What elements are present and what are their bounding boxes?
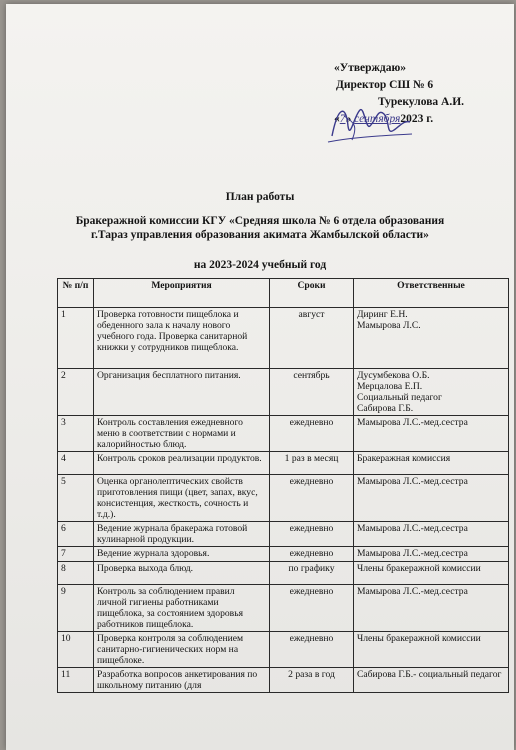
table-row: [58, 308, 509, 369]
table-body: [58, 308, 509, 693]
col-term: Сроки: [270, 279, 354, 308]
cell-number: 4: [58, 452, 94, 475]
plan-table: [57, 278, 509, 693]
plan-year: на 2023-2024 учебный год: [193, 259, 327, 271]
cell-number: 8: [58, 562, 94, 585]
cell-event: Контроль за соблюдением правил личной гигиены работниками пищеблока, за состоянием здоровья работников пищеблока.: [94, 585, 270, 632]
cell-term: ежедневно: [270, 522, 354, 547]
cell-term: ежедневно: [270, 547, 354, 562]
cell-number: 10: [58, 632, 94, 668]
table-row: [58, 369, 509, 416]
cell-term: по графику: [270, 562, 354, 585]
table-header-row: [58, 279, 509, 308]
cell-responsible: Дусумбекова О.Б. Мерцалова Е.П. Социальный педагог Сабирова Г.Б.: [354, 369, 509, 416]
cell-term: ежедневно: [270, 416, 354, 452]
cell-responsible: Сабирова Г.Б.- социальный педагог: [354, 668, 509, 693]
date-month: сентября: [354, 113, 401, 125]
cell-responsible: Бракеражная комиссия: [354, 452, 509, 475]
col-event: Мероприятия: [94, 279, 270, 308]
table-row: [58, 452, 509, 475]
cell-responsible: Мамырова Л.С.-мед.сестра: [354, 475, 509, 522]
table-row: [58, 632, 509, 668]
cell-event: Ведение журнала здоровья.: [94, 547, 270, 562]
plan-title: План работы: [225, 191, 295, 203]
cell-number: 3: [58, 416, 94, 452]
plan-subtitle-line1: Бракеражной комиссии КГУ «Средняя школа № 6 отдела образования: [75, 215, 445, 227]
cell-event: Проверка выхода блюд.: [94, 562, 270, 585]
cell-responsible: Мамырова Л.С.-мед.сестра: [354, 522, 509, 547]
table-row: [58, 547, 509, 562]
cell-number: 1: [58, 308, 94, 369]
approval-role: Директор СШ № 6: [336, 79, 434, 91]
cell-number: 7: [58, 547, 94, 562]
table-row: [58, 585, 509, 632]
cell-term: август: [270, 308, 354, 369]
table-row: [58, 522, 509, 547]
cell-responsible: Мамырова Л.С.-мед.сестра: [354, 416, 509, 452]
cell-term: ежедневно: [270, 632, 354, 668]
date-open-quote: «: [334, 113, 340, 125]
cell-responsible: Мамырова Л.С.-мед.сестра: [354, 547, 509, 562]
approval-name: Турекулова А.И.: [378, 96, 465, 108]
plan-subtitle-line2: г.Тараз управления образования акимата Жамбылской области»: [91, 229, 429, 241]
cell-number: 11: [58, 668, 94, 693]
cell-term: 1 раз в месяц: [270, 452, 354, 475]
table-row: [58, 668, 509, 693]
cell-responsible: Члены бракеражной комиссии: [354, 632, 509, 668]
cell-number: 9: [58, 585, 94, 632]
col-responsible: Ответственные: [354, 279, 509, 308]
table-row: [58, 562, 509, 585]
cell-responsible: Члены бракеражной комиссии: [354, 562, 509, 585]
date-day: 7: [339, 113, 346, 125]
table-row: [58, 416, 509, 452]
cell-event: Контроль сроков реализации продуктов.: [94, 452, 270, 475]
cell-term: 2 раза в год: [270, 668, 354, 693]
cell-responsible: Мамырова Л.С.-мед.сестра: [354, 585, 509, 632]
date-year: 2023 г.: [400, 113, 434, 125]
date-close-quote: »: [345, 113, 352, 125]
cell-event: Ведение журнала бракеража готовой кулинарной продукции.: [94, 522, 270, 547]
cell-event: Оценка органолептических свойств приготовления пищи (цвет, запах, вкус, консистенция, жесткость, сочность и т.д.).: [94, 475, 270, 522]
cell-number: 5: [58, 475, 94, 522]
cell-term: сентябрь: [270, 369, 354, 416]
cell-event: Организация бесплатного питания.: [94, 369, 270, 416]
cell-number: 6: [58, 522, 94, 547]
col-number: № п/п: [58, 279, 94, 308]
cell-event: Проверка контроля за соблюдением санитарно-гигиенических норм на пищеблоке.: [94, 632, 270, 668]
cell-event: Проверка готовности пищеблока и обеденного зала к началу нового учебного года. Проверка санитарной книжки у сотрудников пищеблока.: [94, 308, 270, 369]
approval-title: «Утверждаю»: [334, 62, 406, 74]
signature-icon: [324, 96, 414, 152]
cell-number: 2: [58, 369, 94, 416]
cell-event: Разработка вопросов анкетирования по школьному питанию (для: [94, 668, 270, 693]
table-row: [58, 475, 509, 522]
document-page: [6, 4, 514, 750]
cell-term: ежедневно: [270, 585, 354, 632]
cell-responsible: Диринг Е.Н. Мамырова Л.С.: [354, 308, 509, 369]
cell-term: ежедневно: [270, 475, 354, 522]
cell-event: Контроль составления ежедневного меню в соответствии с нормами и калорийностью блюд.: [94, 416, 270, 452]
